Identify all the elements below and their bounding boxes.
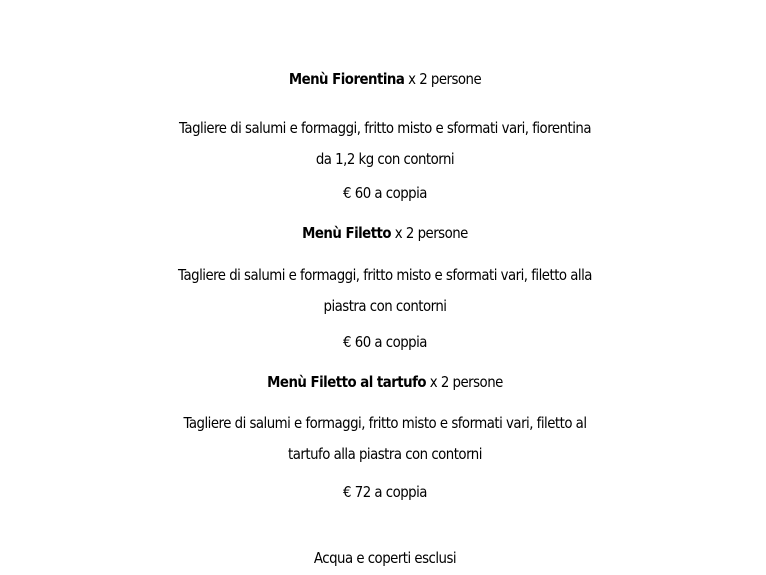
footer-note: Acqua e coperti esclusi [313, 549, 457, 567]
menu-name: Menù Filetto al tartufo [267, 373, 427, 391]
description-line: da 1,2 kg con contorni [315, 150, 455, 168]
menu-filetto-price: € 60 a coppia [343, 333, 427, 351]
menu-fiorentina-price: € 60 a coppia [343, 184, 427, 202]
description-line: Tagliere di salumi e formaggi, fritto misto e sformati vari, fiorentina [179, 119, 591, 137]
menu-people: x 2 persone [408, 70, 482, 88]
menu-fiorentina-description [157, 113, 613, 175]
description-line: piastra con contorni [323, 297, 447, 315]
menu-fiorentina-title [157, 67, 613, 91]
menu-filetto-tartufo-title [157, 370, 613, 394]
menu-people: x 2 persone [394, 224, 468, 242]
menu-filetto-tartufo-description [157, 408, 613, 470]
menu-filetto-tartufo-price: € 72 a coppia [343, 483, 427, 501]
description-line: tartufo alla piastra con contorni [288, 445, 482, 463]
menu-name: Menù Filetto [302, 224, 392, 242]
menu-name: Menù Fiorentina [288, 70, 405, 88]
menu-filetto-description [157, 260, 613, 322]
description-line: Tagliere di salumi e formaggi, fritto misto e sformati vari, filetto alla [178, 266, 592, 284]
description-line: Tagliere di salumi e formaggi, fritto misto e sformati vari, filetto al [183, 414, 587, 432]
menu-people: x 2 persone [429, 373, 503, 391]
menu-filetto-title [157, 221, 613, 245]
